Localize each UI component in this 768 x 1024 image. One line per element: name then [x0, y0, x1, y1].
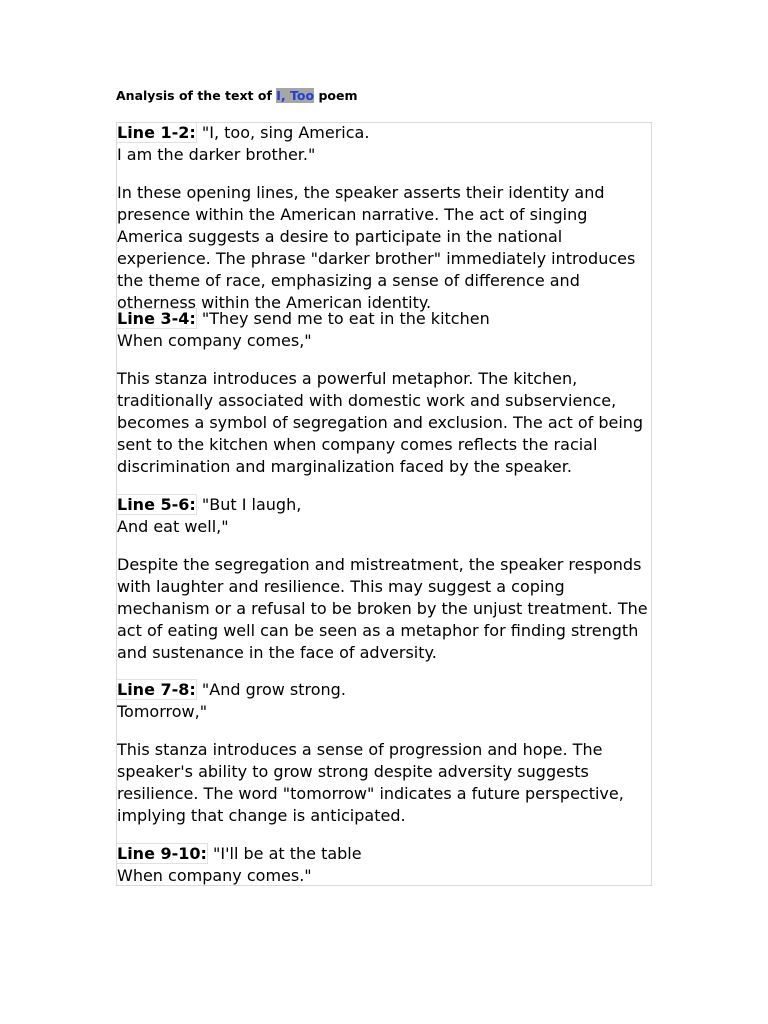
title-prefix: Analysis of the text of	[116, 88, 272, 103]
section-line-7-8	[117, 679, 652, 723]
quote-first-line: "They send me to eat in the kitchen	[196, 309, 490, 328]
analysis-paragraph: This stanza introduces a sense of progression and hope. The speaker's ability to grow strong despite adversity suggests resilience. The word "tomorrow" indicates a future perspective, implying that change is anticipated.	[117, 740, 624, 825]
section-line-1-2	[117, 122, 652, 166]
quote-line-1-2	[117, 122, 652, 166]
line-label: Line 7-8:	[117, 680, 196, 699]
quote-second-line: Tomorrow,"	[117, 702, 208, 721]
quote-line-5-6	[117, 494, 652, 538]
line-label: Line 1-2:	[117, 123, 196, 142]
line-label: Line 3-4:	[117, 309, 196, 328]
analysis-paragraph: Despite the segregation and mistreatment, the speaker responds with laughter and resilience. This may suggest a coping mechanism or a refusal to be broken by the unjust treatment. The act of eating well can be seen as a metaphor for finding strength and sustenance in the face of adversity.	[117, 555, 648, 662]
quote-second-line: And eat well,"	[117, 517, 229, 536]
line-label: Line 5-6:	[117, 495, 196, 514]
analysis-paragraph: This stanza introduces a powerful metaphor. The kitchen, traditionally associated with domestic work and subservience, becomes a symbol of segregation and exclusion. The act of being sent to the kitchen when company comes reflects the racial discrimination and marginalization faced by the speaker.	[117, 369, 644, 476]
quote-first-line: "I, too, sing America.	[196, 123, 370, 142]
title-highlight[interactable]: I, Too	[276, 88, 315, 103]
quote-second-line: When company comes,"	[117, 331, 312, 350]
section-line-9-10	[117, 843, 652, 886]
analysis-content-box[interactable]	[116, 122, 652, 886]
section-line-5-6	[117, 494, 652, 538]
page-title	[116, 87, 357, 105]
quote-first-line: "But I laugh,	[196, 495, 302, 514]
quote-first-line: "I'll be at the table	[207, 844, 362, 863]
line-label: Line 9-10:	[117, 844, 207, 863]
quote-second-line: When company comes."	[117, 866, 312, 885]
quote-first-line: "And grow strong.	[196, 680, 346, 699]
quote-line-3-4	[117, 308, 652, 352]
quote-line-9-10	[117, 843, 652, 886]
analysis-paragraph: In these opening lines, the speaker asserts their identity and presence within the American narrative. The act of singing America suggests a desire to participate in the national experience. The phrase "darker brother" immediately introduces the theme of race, emphasizing a sense of difference and otherness within the American identity.	[117, 183, 636, 312]
quote-second-line: I am the darker brother."	[117, 145, 316, 164]
quote-line-7-8	[117, 679, 652, 723]
title-suffix: poem	[318, 88, 358, 103]
section-line-3-4	[117, 308, 652, 352]
